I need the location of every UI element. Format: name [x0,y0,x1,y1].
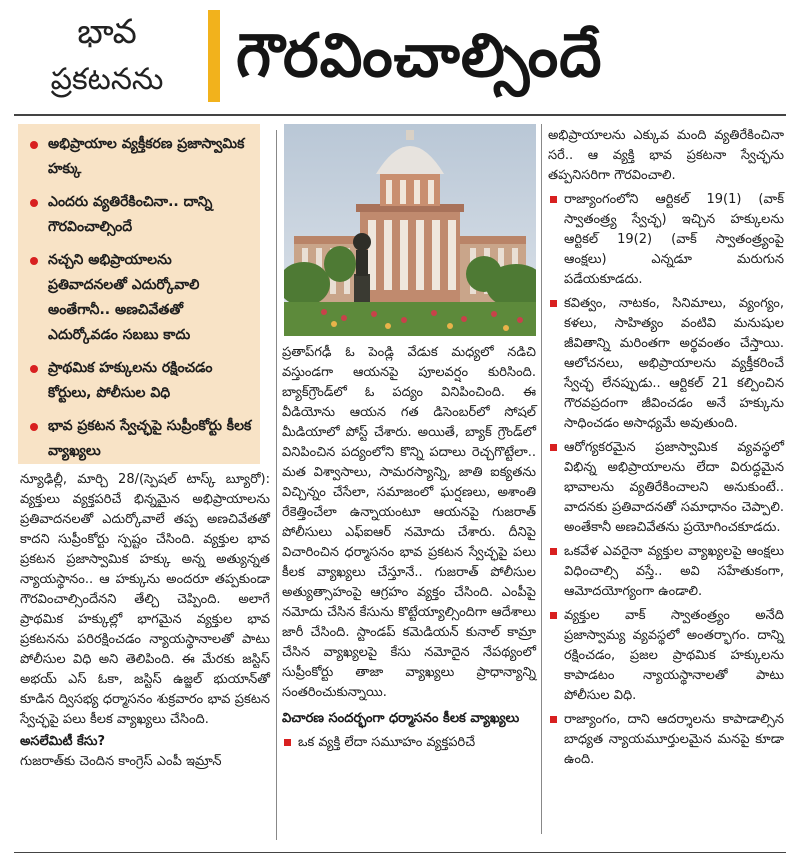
bullet-square-icon [550,548,557,555]
bullet-dot-icon [30,257,38,265]
highlight-item: భావ ప్రకటన స్వేచ్ఛపై సుప్రీంకోర్టు కీలక వ్యాఖ్యలు [26,414,252,464]
key-point: ఆరోగ్యకరమైన ప్రజాస్వామిక వ్యవస్థలో విభిన్న అభిప్రాయాలను లేదా విరుద్ధమైన భావాలను వ్యతిరేకించాలని అనుకుంటే.. వాదనకు ప్రతివాదనతో సమాధానం చెప్పాలి. అంతేకానీ అణచివేతను ప్రయోగించకూడదు. [548,438,784,538]
section-subhead: విచారణ సందర్భంగా ధర్మాసనం కీలక వ్యాఖ్యలు [282,711,520,726]
bullet-square-icon [550,716,557,723]
key-point: వ్యక్తుల వాక్ స్వాతంత్ర్యం అనేది ప్రజాస్వామ్య వ్యవస్థలో అంతర్భాగం. దాన్ని రక్షించడం, ప్రజల ప్రాథమిక హక్కులను కాపాడటం న్యాయస్థానాలతో పాటు పోలీసుల విధి. [548,606,784,706]
footer-divider [14,852,786,853]
headline-kicker [14,8,200,108]
bullet-square-icon [550,444,557,451]
article-column-1 [20,470,270,772]
bullet-dot-icon [30,199,38,207]
article-column-2 [282,343,536,753]
highlight-item: ప్రాథమిక హక్కులను రక్షించడం కోర్టులు, పోలీసుల విధి [26,356,252,406]
section-subhead: అసలేమిటీ కేసు? [20,734,106,749]
key-point: ఒక వ్యక్తి లేదా సమూహం వ్యక్తపరిచే [282,733,536,753]
header-accent-bar [208,10,220,102]
article-body: ప్రతాప్‌గఢీ ఓ పెండ్లి వేడుక మధ్యలో నడిచి వస్తుండగా ఆయనపై పూలవర్షం కురిసింది. బ్యాక్‌గ్రౌండ్‌లో ఓ పద్యం వినిపించింది. ఈ వీడియోను ఆయన గత డిసెంబర్‌లో సోషల్ మీడియాలో పోస్ట్ చేశారు. అయితే, బ్యాక్ గ్రౌండ్‌లో వినిపించిన పద్యంలోని కొన్ని పదాలు రెచ్చగొట్టేలా.. మత విశ్వాసాలు, సామరస్యాన్ని, జాతి ఐక్యతను విచ్చిన్నం చేసేలా, సమాజంలో ఘర్షణలు, అశాంతి రేకెత్తించేలా ఉన్నాయంటూ ఆయనపై గుజరాత్ పోలీసులు ఎఫ్ఐఆర్ నమోదు చేశారు. దీనిపై విచారించిన ధర్మాసనం భావ ప్రకటన స్వేచ్ఛపై పలు కీలక వ్యాఖ్యలు చేస్తూనే.. గుజరాత్ పోలీసుల అత్యుత్సాహంపై ఆగ్రహం వ్యక్తం చేసింది. ఎంపీపై నమోదు చేసిన కేసును కొట్టేయ్యాల్సిందిగా ఆదేశాలు జారీ చేసింది. స్టాండప్ కమెడియన్ కునాల్ కామ్రా చేసిన వ్యాఖ్యలపై కేసు నమోదైన నేపథ్యంలో సుప్రీంకోర్టు తాజా వ్యాఖ్యలు ప్రాధాన్యాన్ని సంతరించుకున్నాయి. [282,345,536,700]
kicker-line-1: భావ [77,12,137,52]
article-column-3 [548,126,784,770]
highlight-item: ఎందరు వ్యతిరేకించినా.. దాన్ని గౌరవించాల్సిందే [26,190,252,240]
page-headline: గౌరవించాల్సిందే [236,21,603,91]
bullet-square-icon [284,739,291,746]
bullet-square-icon [550,612,557,619]
column-divider [541,124,542,834]
supreme-court-photo [284,124,536,336]
highlight-item: అభిప్రాయాల వ్యక్తీకరణ ప్రజాస్వామిక హక్కు [26,132,252,182]
highlight-item: నచ్చని అభిప్రాయాలను ప్రతివాదనలతో ఎదుర్కోవాలి అంతేగానీ.. అణచివేతతో ఎదుర్కోవడం సబబు కాదు [26,248,252,348]
column-divider [276,130,277,840]
article-body: అభిప్రాయాలను ఎక్కువ మంది వ్యతిరేకించినా సరే.. ఆ వ్యక్తి భావ ప్రకటనా స్వేచ్ఛను తప్పనిసరిగా గౌరవించాలి. [548,128,784,183]
article-body: న్యూఢిల్లీ, మార్చి 28/(స్పెషల్ టాస్క్ బ్యూరో): వ్యక్తులు వ్యక్తపరిచే భిన్నమైన అభిప్రాయాలను ప్రతివాదనలతో ఎదుర్కోవాలే తప్ప అణచివేతతో కాదని సుప్రీంకోర్టు స్పష్టం చేసింది. వ్యక్తుల భావ ప్రకటన ప్రజాస్వామిక హక్కు అన్న అత్యున్నత న్యాయస్థానం.. ఆ హక్కును అందరూ తప్పకుండా గౌరవించాల్సిందేనని తేల్చి చెప్పింది. అలాగే ప్రాథమిక హక్కుల్లో భాగమైన వ్యక్తుల భావ ప్రకటనను పరిరక్షించడం న్యాయస్థానాలతో పాటు పోలీసుల విధి అని తెలిపింది. ఈ మేరకు జస్టిస్ అభయ్ ఎస్ ఓకా, జస్టిస్ ఉజ్జల్ భుయాన్‌తో కూడిన ద్విసభ్య ధర్మాసనం శుక్రవారం భావ ప్రకటన స్వేచ్ఛపై పలు కీలక వ్యాఖ్యలు చేసింది. [20,472,270,727]
header-divider [14,114,786,116]
bullet-dot-icon [30,423,38,431]
key-point: రాజ్యాంగం, దాని ఆదర్శాలను కాపాడాల్సిన బాధ్యత న్యాయమూర్తులమైన మనపై కూడా ఉంది. [548,710,784,770]
bullet-square-icon [550,196,557,203]
article-body-continued: గుజరాత్‌కు చెందిన కాంగ్రెస్ ఎంపీ ఇమ్రాన్ [20,754,222,769]
kicker-line-2: ప్రకటనను [50,62,164,97]
bullet-square-icon [550,300,557,307]
key-point: రాజ్యాంగంలోని ఆర్టికల్ 19(1) (వాక్ స్వాతంత్ర్య స్వేచ్ఛ) ఇచ్చిన హక్కులను ఆర్టికల్ 19(2) (వాక్ స్వాతంత్ర్యంపై ఆంక్షలు) ఎన్నడూ మరుగున పడేయకూడదు. [548,190,784,290]
bullet-dot-icon [30,141,38,149]
bullet-dot-icon [30,365,38,373]
highlights-box [18,124,260,464]
key-point: ఒకవేళ ఎవరైనా వ్యక్తుల వ్యాఖ్యలపై ఆంక్షలు విధించాల్సి వస్తే.. అవి సహేతుకంగా, ఆమోదయోగ్యంగా ఉండాలి. [548,542,784,602]
key-point: కవిత్వం, నాటకం, సినిమాలు, వ్యంగ్యం, కళలు, సాహిత్యం వంటివి మనుషుల జీవితాన్ని మరింతగా అర్థవంతం చేస్తాయి. ఆలోచనలు, అభిప్రాయాలను వ్యక్తీకరించే స్వేచ్ఛ లేనప్పుడు.. ఆర్టికల్ 21 కల్పించిన గౌరవప్రదంగా జీవించడం అనే హక్కును సాధించడం అసాధ్యమే అవుతుంది. [548,294,784,434]
supreme-court-building-image [284,124,536,336]
